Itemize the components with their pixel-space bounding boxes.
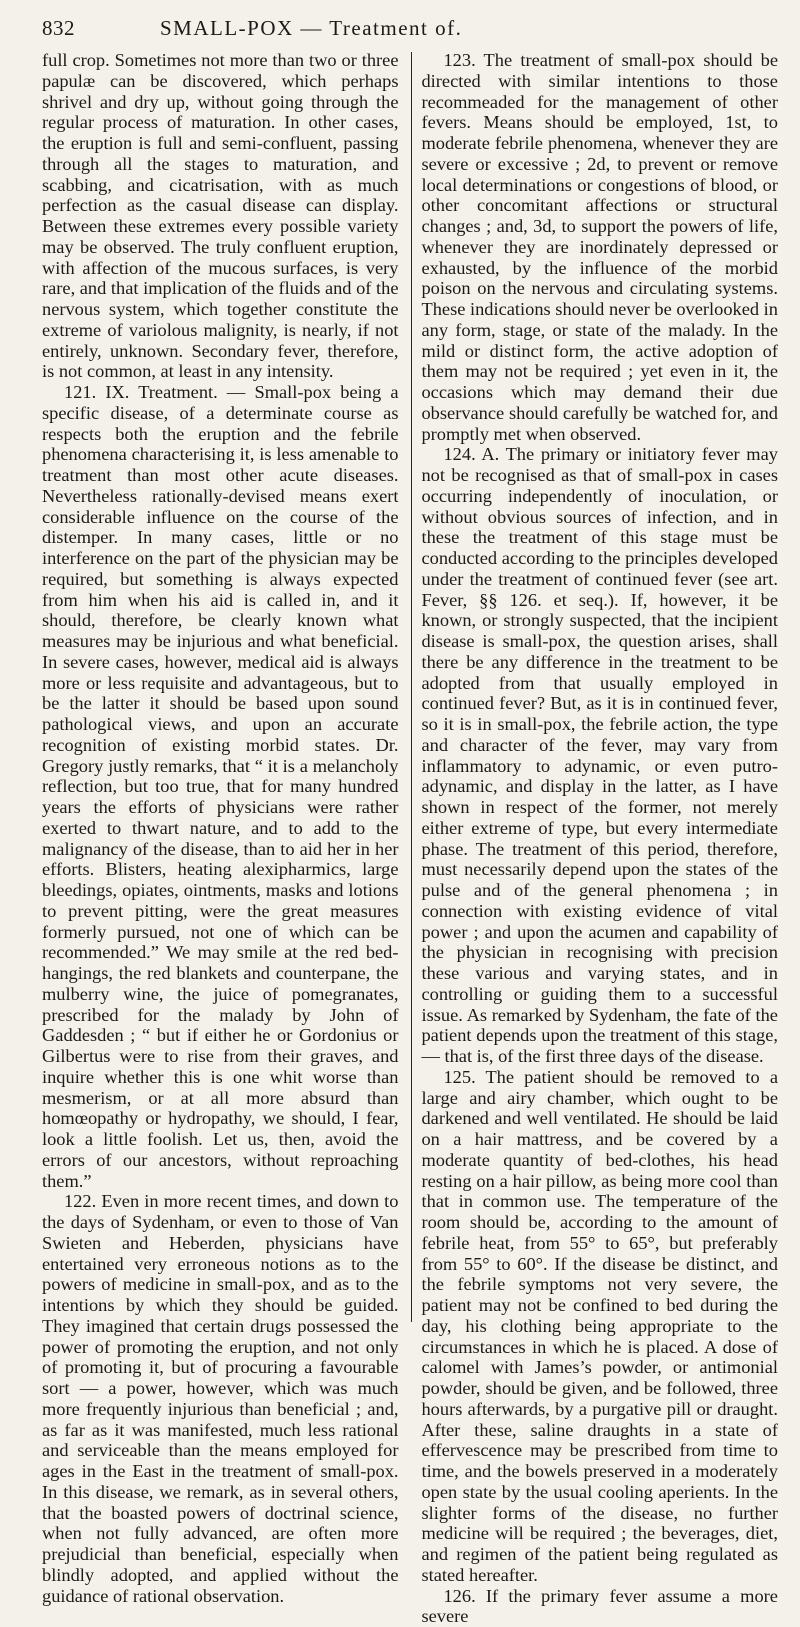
page-number: 832 [42,16,75,41]
column-divider [411,52,412,1322]
paragraph: 125. The patient should be removed to a large and airy chamber, which ought to be darkened and well ventilated. He should be laid on a hair mattress, and be covered by a moderate quantity of bed-clothes, his head resting on a hair pillow, as being more cool than that in common use. The temperature of the room should be, according to the amount of febrile heat, from 55° to 65°, but preferably from 55° to 60°. If the disease be distinct, and the febrile symptoms not very severe, the patient may not be confined to bed during the day, his clothing being appropriate to the circumstances in which he is placed. A dose of calomel with James’s powder, or antimonial powder, should be given, and be followed, three hours afterwards, by a purgative pill or draught. After these, saline draughts in a state of effervescence may be prescribed from time to time, and the bowels preserved in a moderately open state by the usual cooling aperients. In the slighter forms of the disease, no further medicine will be required ; the beverages, diet, and regimen of the patient being regulated as stated hereafter. [421,1067,778,1586]
paragraph: full crop. Sometimes not more than two or three papulæ can be discovered, which perhaps shrivel and dry up, without going through the regular process of maturation. In other cases, the eruption is full and semi-confluent, passing through all the stages to maturation, and scabbing, and cicatrisation, with as much perfection as the casual disease can display. Between these extremes every possible variety may be observed. The truly confluent eruption, with affection of the mucous surfaces, is very rare, and that implication of the fluids and of the nervous system, which together constitute the extreme of variolous malignity, is nearly, if not entirely, unknown. Secondary fever, therefore, is not common, at least in any intensity. [42,50,399,382]
text-columns [42,50,778,1627]
paragraph: 121. IX. Treatment. — Small-pox being a specific disease, of a determinate course as respects both the eruption and the febrile phenomena characterising it, is less amenable to treatment than most other acute diseases. Nevertheless rationally-devised means exert considerable influence on the course of the distemper. In many cases, little or no interference on the part of the physician may be required, but something is always expected from him when his aid is called in, and it should, therefore, be clearly known what measures may be injurious and what beneficial. In severe cases, however, medical aid is always more or less requisite and advantageous, but to be the latter it should be based upon sound pathological views, and upon an accurate recognition of existing morbid states. Dr. Gregory justly remarks, that “ it is a melancholy reflection, but too true, that for many hundred years the efforts of physicians were rather exerted to thwart nature, and to add to the malignancy of the disease, than to aid her in her efforts. Blisters, heating alexipharmics, large bleedings, opiates, ointments, masks and lotions to prevent pitting, were the great measures formerly pursued, not one of which can be recommended.” We may smile at the red bed-hangings, the red blankets and counterpane, the mulberry wine, the juice of pomegranates, prescribed for the malady by John of Gaddesden ; “ but if either he or Gordonius or Gilbertus were to rise from their graves, and inquire whether this is one whit worse than mesmerism, or at all more absurd than homœopathy or hydropathy, we should, I fear, look a little foolish. Let us, then, avoid the errors of our ancestors, without reproaching them.” [42,382,399,1191]
left-column [42,50,407,1627]
paragraph: 124. A. The primary or initiatory fever may not be recognised as that of small-pox in cases occurring independently of inoculation, or without obvious sources of infection, and in these the treatment of this stage must be conducted according to the principles developed under the treatment of continued fever (see art. Fever, §§ 126. et seq.). If, however, it be known, or strongly suspected, that the incipient disease is small-pox, the question arises, shall there be any difference in the treatment to be adopted from that usually employed in continued fever? But, as it is in continued fever, so it is in small-pox, the febrile action, the type and character of the fever, may vary from inflammatory to adynamic, or even putro-adynamic, and display in the latter, as I have shown in respect of the former, not merely either extreme of type, but every intermediate phase. The treatment of this period, therefore, must necessarily depend upon the states of the pulse and of the general phenomena ; in connection with existing evidence of vital power ; and upon the acumen and capability of the physician in recognising with precision these various and varying states, and in controlling or guiding them to a successful issue. As remarked by Sydenham, the fate of the patient depends upon the treatment of this stage, — that is, of the first three days of the disease. [421,444,778,1067]
paragraph: 122. Even in more recent times, and down to the days of Sydenham, or even to those of Van Swieten and Heberden, physicians have entertained very erroneous notions as to the powers of medicine in small-pox, and as to the intentions by which they should be guided. They imagined that certain drugs possessed the power of promoting the eruption, and not only of promoting it, but of procuring a favourable sort — a power, however, which was much more frequently injurious than beneficial ; and, as far as it was manifested, much less rational and serviceable than the means employed for ages in the East in the treatment of small-pox. In this disease, we remark, as in several others, that the boasted powers of doctrinal science, when not fully advanced, are often more prejudicial than beneficial, especially when blindly adopted, and applied without the guidance of rational observation. [42,1191,399,1606]
right-column [419,50,778,1627]
paragraph: 126. If the primary fever assume a more severe [421,1586,778,1627]
paragraph: 123. The treatment of small-pox should be directed with similar intentions to those recommeaded for the management of other fevers. Means should be employed, 1st, to moderate febrile phenomena, whenever they are severe or excessive ; 2d, to prevent or remove local determinations or congestions of blood, or other concomitant affections or structural changes ; and, 3d, to support the powers of life, whenever they are inordinately depressed or exhausted, by the influence of the morbid poison on the nervous and circulating systems. These indications should never be overlooked in any form, stage, or state of the malady. In the mild or distinct form, the active adoption of them may not be required ; yet even in it, the occasions which may demand their due observance should carefully be watched for, and promptly met when observed. [421,50,778,444]
running-head: SMALL-POX — Treatment of. [160,16,462,41]
page-header [42,14,778,50]
